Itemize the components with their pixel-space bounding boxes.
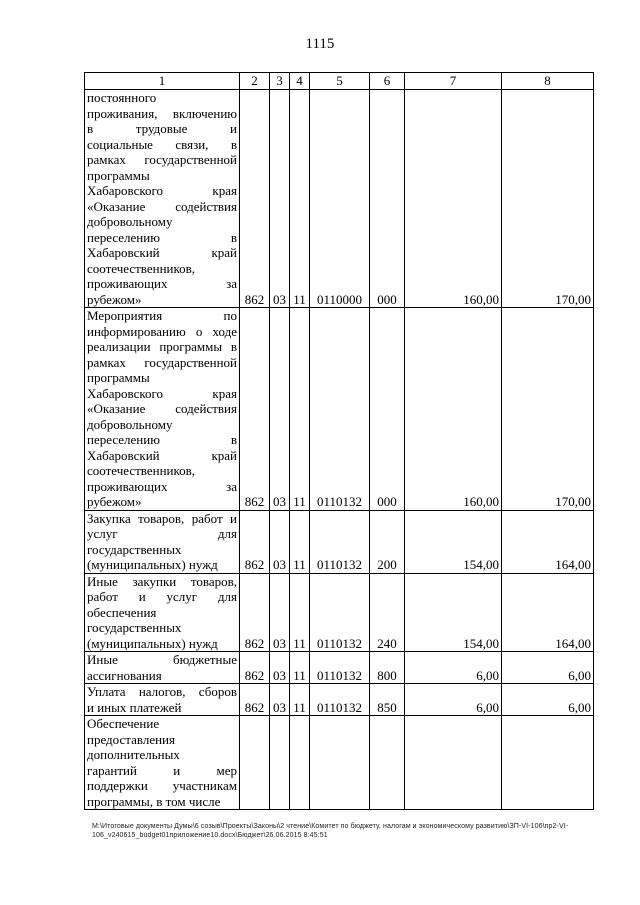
description-line: Иные бюджетные	[87, 652, 237, 667]
ministry-code-cell: 862	[240, 90, 270, 308]
description-line: (муниципальных) нужд	[87, 635, 218, 651]
description-line: государственных	[87, 541, 182, 557]
ministry-code-cell: 862	[240, 652, 270, 684]
row-description	[85, 684, 240, 716]
description-line: и иных платежей	[87, 699, 182, 715]
table-header-row	[85, 73, 594, 90]
description-line: «Оказание содействия	[87, 401, 237, 416]
description-line: предоставления	[87, 731, 175, 747]
target-item-code-cell: 0110000	[310, 90, 370, 308]
section-code-cell	[270, 716, 290, 810]
subsection-code-cell: 11	[290, 573, 310, 652]
description-line: рамках государственной	[87, 354, 237, 370]
table-row	[85, 652, 594, 684]
header-cell: 8	[502, 73, 594, 90]
description-line: программы	[87, 167, 150, 183]
description-line: «Оказание содействия	[87, 198, 237, 214]
description-line: дополнительных	[87, 747, 180, 762]
description-line: добровольному	[87, 214, 173, 229]
amount-year1-cell: 6,00	[405, 684, 502, 716]
description-line: проживающих за	[87, 276, 237, 291]
table-row	[85, 308, 594, 511]
budget-table	[84, 72, 594, 810]
description-line: переселению в	[87, 432, 237, 447]
target-item-code-cell: 0110132	[310, 652, 370, 684]
subsection-code-cell	[290, 716, 310, 810]
description-line: работ и услуг для	[87, 589, 237, 604]
amount-year2-cell: 170,00	[502, 90, 594, 308]
amount-year1-cell: 160,00	[405, 90, 502, 308]
description-line: государственных	[87, 620, 182, 635]
section-code-cell: 03	[270, 684, 290, 716]
ministry-code-cell: 862	[240, 684, 270, 716]
row-description	[85, 652, 240, 684]
description-line: рубежом»	[87, 291, 142, 307]
expense-type-code-cell: 800	[370, 652, 405, 684]
amount-year1-cell: 154,00	[405, 573, 502, 652]
expense-type-code-cell: 200	[370, 510, 405, 573]
row-description	[85, 510, 240, 573]
description-line: обеспечения	[87, 604, 157, 620]
header-cell: 1	[85, 73, 240, 90]
ministry-code-cell: 862	[240, 573, 270, 652]
target-item-code-cell	[310, 716, 370, 810]
row-description	[85, 716, 240, 810]
description-line: рубежом»	[87, 494, 142, 509]
description-line: Хабаровский край	[87, 447, 237, 463]
amount-year1-cell: 154,00	[405, 510, 502, 573]
target-item-code-cell: 0110132	[310, 684, 370, 716]
section-code-cell: 03	[270, 652, 290, 684]
header-cell: 5	[310, 73, 370, 90]
expense-type-code-cell: 000	[370, 308, 405, 511]
section-code-cell: 03	[270, 90, 290, 308]
target-item-code-cell: 0110132	[310, 308, 370, 511]
expense-type-code-cell: 850	[370, 684, 405, 716]
amount-year2-cell: 6,00	[502, 684, 594, 716]
expense-type-code-cell: 000	[370, 90, 405, 308]
amount-year2-cell	[502, 716, 594, 810]
description-line: реализации программы в	[87, 339, 237, 354]
target-item-code-cell: 0110132	[310, 573, 370, 652]
section-code-cell: 03	[270, 573, 290, 652]
description-line: гарантий и мер	[87, 762, 237, 778]
description-line: Хабаровского края	[87, 385, 237, 401]
header-cell: 3	[270, 73, 290, 90]
expense-type-code-cell	[370, 716, 405, 810]
row-description	[85, 573, 240, 652]
description-line: Уплата налогов, сборов	[87, 684, 237, 699]
description-line: добровольному	[87, 416, 173, 432]
description-line: постоянного	[87, 90, 157, 105]
amount-year2-cell: 170,00	[502, 308, 594, 511]
description-line: рамках государственной	[87, 152, 237, 167]
amount-year1-cell: 160,00	[405, 308, 502, 511]
description-line: информированию о ходе	[87, 323, 237, 339]
ministry-code-cell: 862	[240, 308, 270, 511]
description-line: Хабаровский край	[87, 245, 237, 260]
amount-year1-cell	[405, 716, 502, 810]
amount-year2-cell: 6,00	[502, 652, 594, 684]
header-cell: 4	[290, 73, 310, 90]
subsection-code-cell: 11	[290, 308, 310, 511]
description-line: поддержки участникам	[87, 778, 237, 793]
description-line: Мероприятия по	[87, 308, 237, 323]
table-row	[85, 510, 594, 573]
description-line: Обеспечение	[87, 716, 160, 731]
table-row	[85, 684, 594, 716]
row-description	[85, 308, 240, 511]
header-cell: 6	[370, 73, 405, 90]
description-line: социальные связи, в	[87, 136, 237, 152]
description-line: услуг для	[87, 526, 237, 541]
row-description	[85, 90, 240, 308]
subsection-code-cell: 11	[290, 90, 310, 308]
table-row	[85, 573, 594, 652]
section-code-cell: 03	[270, 510, 290, 573]
description-line: проживающих за	[87, 478, 237, 494]
description-line: проживания, включению	[87, 105, 237, 121]
description-line: Хабаровского края	[87, 183, 237, 198]
description-line: Закупка товаров, работ и	[87, 510, 237, 526]
ministry-code-cell: 862	[240, 510, 270, 573]
subsection-code-cell: 11	[290, 652, 310, 684]
section-code-cell: 03	[270, 308, 290, 511]
description-line: соотечественников,	[87, 463, 196, 478]
subsection-code-cell: 11	[290, 510, 310, 573]
subsection-code-cell: 11	[290, 684, 310, 716]
description-line: соотечественников,	[87, 260, 196, 276]
header-cell: 2	[240, 73, 270, 90]
description-line: Иные закупки товаров,	[87, 573, 237, 589]
table-row	[85, 716, 594, 810]
amount-year2-cell: 164,00	[502, 510, 594, 573]
expense-type-code-cell: 240	[370, 573, 405, 652]
amount-year1-cell: 6,00	[405, 652, 502, 684]
description-line: программы, в том числе	[87, 793, 221, 809]
table-row	[85, 90, 594, 308]
description-line: программы	[87, 370, 150, 385]
description-line: (муниципальных) нужд	[87, 557, 218, 572]
page-number: 1115	[305, 36, 335, 52]
amount-year2-cell: 164,00	[502, 573, 594, 652]
ministry-code-cell	[240, 716, 270, 810]
description-line: переселению в	[87, 229, 237, 245]
description-line: в трудовые и	[87, 121, 237, 136]
header-cell: 7	[405, 73, 502, 90]
document-path-footer: М:\Итоговые документы Думы\6 созыв\Проекты\Законы\2 чтение\Комитет по бюджету, налогам и экономическому развитию\ЗП-VI-106\пр2-VI-106_v240615_budget01приложение10.docx\Бюджет\26.06.2015 8:45:51	[92, 823, 569, 839]
description-line: ассигнования	[87, 667, 162, 683]
target-item-code-cell: 0110132	[310, 510, 370, 573]
